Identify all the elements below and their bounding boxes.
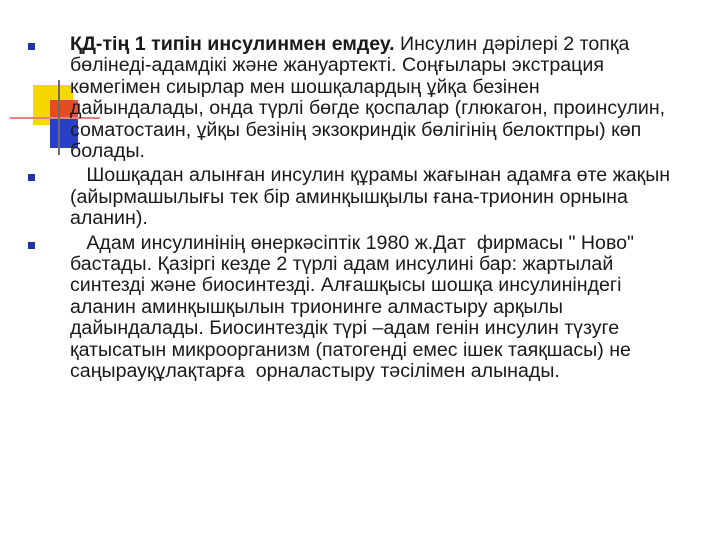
bullet-item-2: [28, 165, 678, 229]
square-bullet-icon: [28, 174, 35, 181]
paragraph-text: Шошқадан алынған инсулин құрамы жағынан адамға өте жақын (айырмашылығы тек бір аминқышқылы ғана-трионин орнына аланин).: [70, 164, 676, 230]
paragraph-text: Инсулин дәрілері 2 топқа бөлінеді-адамдікі және жануартекті. Соңғылары экстрация көмегімен сиырлар мен шошқалардың ұйқа безінен дайындалады, онда түрлі бөгде қоспалар (глюкагон, проинсулин, соматостаин, ұйқы безінің экзокриндік бөлігінің белоктпры) көп болады.: [70, 33, 666, 163]
bullet-item-3: [28, 233, 678, 383]
square-bullet-icon: [28, 43, 35, 50]
square-bullet-icon: [28, 242, 35, 249]
bullet-item-1: [28, 34, 678, 162]
bullet-list: [28, 34, 678, 386]
paragraph-text: Адам инсулинінің өнеркәсіптік 1980 ж.Дат фирмасы " Ново" бастады. Қазіргі кезде 2 түрлі адам инсулині бар: жартылай синтезді және биосинтезді. Алғашқысы шошқа инсулиніндегі аланин аминқышқылын трионинге алмастыру арқылы дайындалады. Биосинтездік түрі –адам генін инсулин түзуге қатысатын микроорганизм (патогенді емес ішек таяқшасы) не саңырауқұлақтарға орналастыру тәсілімен алынады.: [70, 231, 640, 383]
paragraph-heading: ҚД-тің 1 типін инсулинмен емдеу.: [70, 33, 395, 55]
